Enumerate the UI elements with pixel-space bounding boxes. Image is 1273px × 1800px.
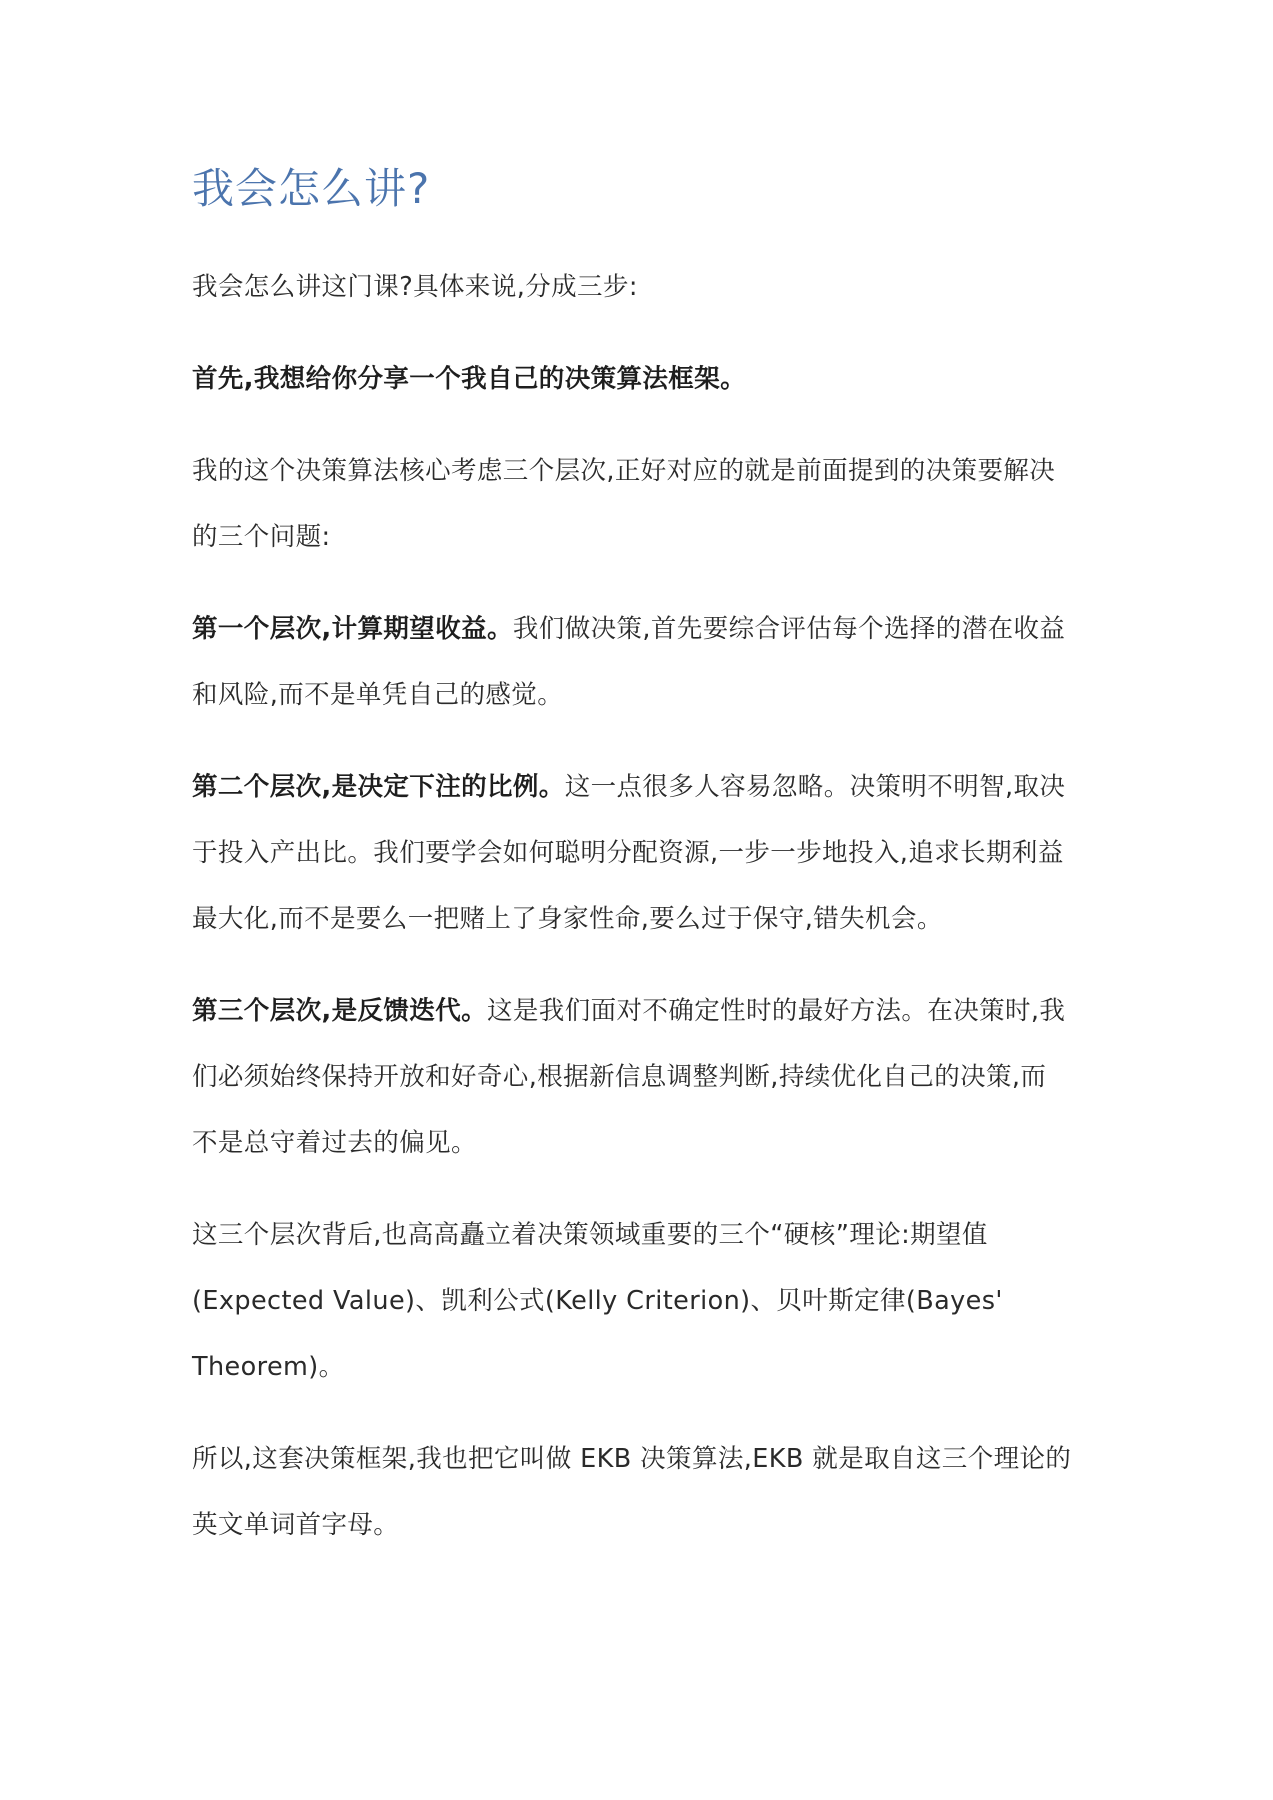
level-one-lead: 第一个层次,计算期望收益。 (192, 614, 513, 644)
level-one-paragraph (192, 596, 1072, 728)
intro-paragraph: 我会怎么讲这门课?具体来说,分成三步: (192, 272, 638, 302)
level-three-paragraph (192, 978, 1072, 1176)
step-one-paragraph: 首先,我想给你分享一个我自己的决策算法框架。 (192, 364, 746, 394)
level-one-text: 我们做决策,首先要综合评估每个选择的潜在收益和风险,而不是单凭自己的感觉。 (192, 614, 1066, 710)
conclusion-paragraph: 所以,这套决策框架,我也把它叫做 EKB 决策算法,EKB 就是取自这三个理论的英文单词首字母。 (192, 1444, 1072, 1540)
document-content (192, 158, 1072, 1584)
section-heading: 我会怎么讲? (192, 164, 431, 213)
level-two-paragraph (192, 754, 1072, 952)
theories-paragraph: 这三个层次背后,也高高矗立着决策领域重要的三个“硬核”理论:期望值(Expected Value)、凯利公式(Kelly Criterion)、贝叶斯定律(Bayes' Theorem)。 (192, 1220, 1003, 1382)
algorithm-intro-paragraph: 我的这个决策算法核心考虑三个层次,正好对应的就是前面提到的决策要解决的三个问题: (192, 456, 1056, 552)
level-three-text: 这是我们面对不确定性时的最好方法。在决策时,我们必须始终保持开放和好奇心,根据新信息调整判断,持续优化自己的决策,而不是总守着过去的偏见。 (192, 996, 1066, 1158)
level-two-lead: 第二个层次,是决定下注的比例。 (192, 772, 565, 802)
level-three-lead: 第三个层次,是反馈迭代。 (192, 996, 487, 1026)
level-two-text: 这一点很多人容易忽略。决策明不明智,取决于投入产出比。我们要学会如何聪明分配资源,一步一步地投入,追求长期利益最大化,而不是要么一把赌上了身家性命,要么过于保守,错失机会。 (192, 772, 1066, 934)
